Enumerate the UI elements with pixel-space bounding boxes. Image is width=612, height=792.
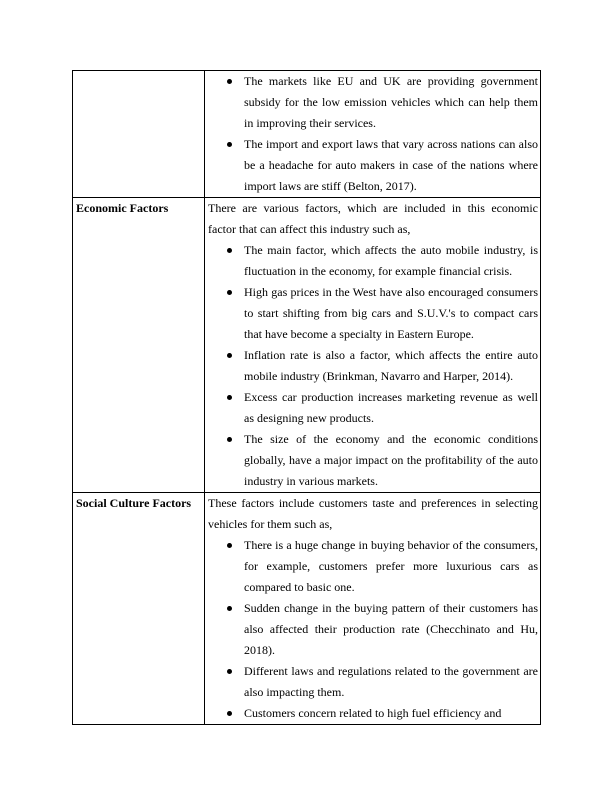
list-item: The main factor, which affects the auto mobile industry, is fluctuation in the economy, for example financial crisis. — [208, 240, 538, 282]
bullet-icon — [227, 711, 232, 716]
list-item: The size of the economy and the economic conditions globally, have a major impact on the profitability of the auto industry in various markets. — [208, 429, 538, 492]
list-item: Customers concern related to high fuel efficiency and — [208, 703, 538, 724]
bullet-list — [208, 240, 538, 492]
bullet-icon — [227, 142, 232, 147]
factor-label: Social Culture Factors — [76, 496, 192, 510]
bullet-icon — [227, 543, 232, 548]
factor-label-cell — [73, 71, 205, 198]
bullet-list — [208, 535, 538, 724]
bullet-icon — [227, 353, 232, 358]
factor-label-cell — [73, 198, 205, 493]
pest-analysis-table — [72, 70, 541, 725]
bullet-icon — [227, 669, 232, 674]
table-row — [73, 198, 541, 493]
bullet-icon — [227, 248, 232, 253]
factor-description-cell — [205, 198, 541, 493]
list-item: High gas prices in the West have also encouraged consumers to start shifting from big cars and S.U.V.'s to compact cars that have become a specialty in Eastern Europe. — [208, 282, 538, 345]
bullet-icon — [227, 395, 232, 400]
bullet-icon — [227, 606, 232, 611]
bullet-icon — [227, 290, 232, 295]
list-item: The import and export laws that vary across nations can also be a headache for auto makers in case of the nations where import laws are stiff (Belton, 2017). — [208, 134, 538, 197]
factor-intro: These factors include customers taste and preferences in selecting vehicles for them such as, — [208, 496, 538, 531]
list-item: The markets like EU and UK are providing government subsidy for the low emission vehicles which can help them in improving their services. — [208, 71, 538, 134]
table-row — [73, 493, 541, 725]
factor-label: Economic Factors — [76, 201, 169, 215]
factor-description-cell — [205, 71, 541, 198]
factor-intro: There are various factors, which are included in this economic factor that can affect this industry such as, — [208, 201, 538, 236]
list-item: There is a huge change in buying behavior of the consumers, for example, customers prefer more luxurious cars as compared to basic one. — [208, 535, 538, 598]
table-row — [73, 71, 541, 198]
list-item: Excess car production increases marketing revenue as well as designing new products. — [208, 387, 538, 429]
list-item: Different laws and regulations related to the government are also impacting them. — [208, 661, 538, 703]
factor-description-cell — [205, 493, 541, 725]
list-item: Sudden change in the buying pattern of their customers has also affected their production rate (Checchinato and Hu, 2018). — [208, 598, 538, 661]
bullet-icon — [227, 437, 232, 442]
factor-label-cell — [73, 493, 205, 725]
bullet-icon — [227, 79, 232, 84]
list-item: Inflation rate is also a factor, which affects the entire auto mobile industry (Brinkman, Navarro and Harper, 2014). — [208, 345, 538, 387]
bullet-list — [208, 71, 538, 197]
